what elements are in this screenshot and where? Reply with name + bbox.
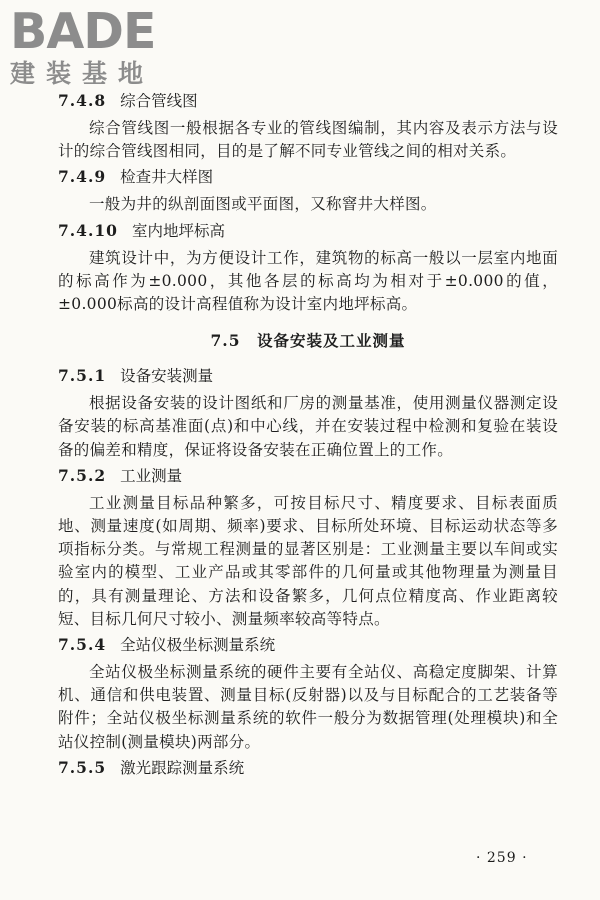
paragraph: 根据设备安装的设计图纸和厂房的测量基准，使用测量仪器测定设备安装的标高基准面(点)和中心线，并在安装过程中检测和复验在装设备的偏差和精度，保证将设备安装在正确位置上的工作。 bbox=[58, 394, 558, 459]
heading-7-4-9: 7.4.9 检查井大样图 bbox=[58, 167, 214, 187]
heading-7-4-10: 7.4.10 室内地坪标高 bbox=[58, 220, 225, 240]
logo-subtitle: 建装基地 bbox=[10, 59, 155, 88]
section-title-7-5: 7.5 设备安装及工业测量 bbox=[210, 331, 406, 351]
paragraph: 一般为井的纵剖面图或平面图，又称窨井大样图。 bbox=[89, 195, 437, 214]
heading-7-5-4: 7.5.4 全站仪极坐标测量系统 bbox=[58, 635, 276, 655]
paragraph: 综合管线图一般根据各专业的管线图编制，其内容及表示方法与设计的综合管线图相同，目的是了解不同专业管线之间的相对关系。 bbox=[58, 119, 558, 161]
heading-7-5-2: 7.5.2 工业测量 bbox=[58, 465, 183, 485]
page-content bbox=[58, 90, 558, 783]
heading-7-4-8: 7.4.8 综合管线图 bbox=[58, 91, 198, 110]
heading-7-5-5: 7.5.5 激光跟踪测量系统 bbox=[58, 757, 245, 777]
page-number: · 259 · bbox=[476, 850, 528, 866]
paragraph: 全站仪极坐标测量系统的硬件主要有全站仪、高稳定度脚架、计算机、通信和供电装置、测量目标(反射器)以及与目标配合的工艺装备等附件；全站仪极坐标测量系统的软件一般分为数据管理(处理模块)和全站仪控制(测量模块)两部分。 bbox=[58, 663, 558, 751]
heading-7-5-1: 7.5.1 设备安装测量 bbox=[58, 366, 214, 386]
paragraph: 工业测量目标品种繁多，可按目标尺寸、精度要求、目标表面质地、测量速度(如周期、频率)要求、目标所处环境、目标运动状态等多项指标分类。与常规工程测量的显著区别是：工业测量主要以车间或实验室内的模型、工业产品或其零部件的几何量或其他物理量为测量目的，具有测量理论、方法和设备繁多，几何点位精度高、作业距离较短、目标几何尺寸较小、测量频率较高等特点。 bbox=[58, 493, 558, 628]
paragraph: 建筑设计中，为方便设计工作，建筑物的标高一般以一层室内地面的标高作为±0.000，其他各层的标高均为相对于±0.000的值，±0.000标高的设计高程值称为设计室内地坪标高。 bbox=[58, 248, 558, 314]
bade-logo bbox=[10, 3, 175, 88]
logo-wordmark: BADE bbox=[10, 3, 156, 60]
